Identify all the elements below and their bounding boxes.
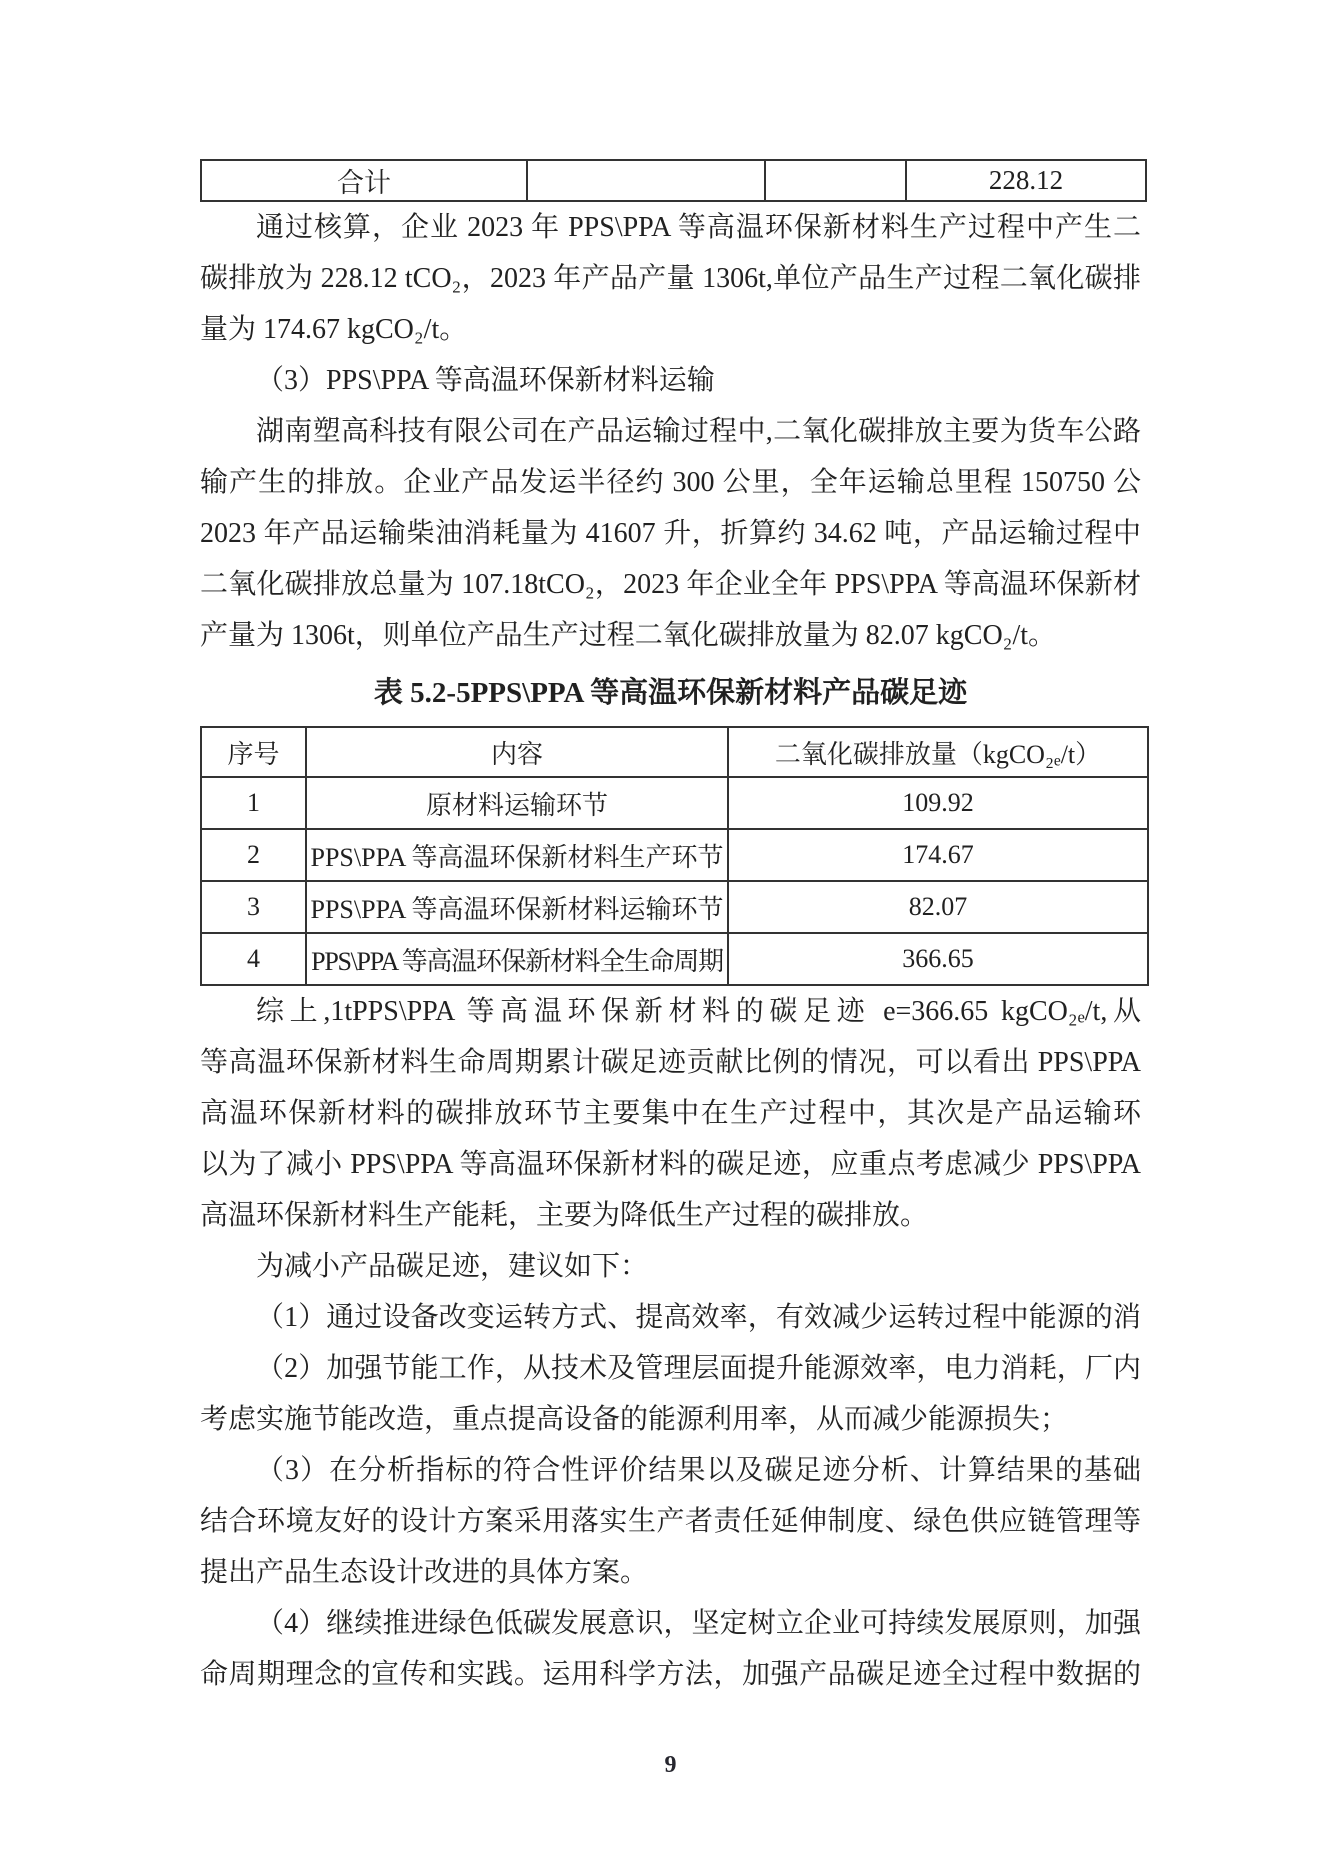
cell-content: PPS\PPA 等高温环保新材料运输环节: [306, 881, 728, 933]
table-caption: 表 5.2-5PPS\PPA 等高温环保新材料产品碳足迹: [373, 677, 968, 709]
text-line: 等高温环保新材料生命周期累计碳足迹贡献比例的情况，可以看出 PPS\PPA: [200, 1047, 1141, 1078]
page-content: [200, 159, 1141, 1700]
heading-transport-section: （3）PPS\PPA 等高温环保新材料运输: [256, 365, 715, 396]
table-row: [201, 881, 1148, 933]
text-line: （4）继续推进绿色低碳发展意识，坚定树立企业可持续发展原则，加强: [256, 1608, 1141, 1639]
table-row: [201, 933, 1148, 985]
paragraph-conclusion: [200, 986, 1141, 1241]
summary-table-fragment: [200, 159, 1147, 202]
cell-value: 109.92: [728, 777, 1148, 829]
cell-value: 174.67: [728, 829, 1148, 881]
text-line: 碳排放为 228.12 tCO₂，2023 年产品产量 1306t,单位产品生产过程二氧化碳排: [200, 263, 1141, 294]
text-line: 产量为 1306t，则单位产品生产过程二氧化碳排放量为 82.07 kgCO₂/t。: [200, 620, 1056, 651]
text-line: 高温环保新材料生产能耗，主要为降低生产过程的碳排放。: [200, 1200, 929, 1231]
cell-value: 82.07: [728, 881, 1148, 933]
cell-content: PPS\PPA 等高温环保新材料生产环节: [306, 829, 728, 881]
text-line: 提出产品生态设计改进的具体方案。: [200, 1557, 649, 1588]
cell-index: 1: [201, 777, 306, 829]
header-content: 内容: [306, 727, 728, 777]
text-line: （2）加强节能工作，从技术及管理层面提升能源效率，电力消耗，厂内: [256, 1353, 1141, 1384]
text-line: 二氧化碳排放总量为 107.18tCO₂，2023 年企业全年 PPS\PPA 等高温环保新材: [200, 569, 1141, 600]
header-index: 序号: [201, 727, 306, 777]
cell-index: 4: [201, 933, 306, 985]
text-line: 考虑实施节能改造，重点提高设备的能源利用率，从而减少能源损失；: [200, 1404, 1069, 1435]
page-number: 9: [664, 1752, 677, 1778]
text-line: 湖南塑高科技有限公司在产品运输过程中,二氧化碳排放主要为货车公路: [256, 416, 1141, 447]
text-line: 通过核算，企业 2023 年 PPS\PPA 等高温环保新材料生产过程中产生二: [256, 212, 1141, 243]
summary-total-value-cell: 228.12: [906, 160, 1146, 201]
table-row: [201, 777, 1148, 829]
summary-empty-cell-1: [527, 160, 765, 201]
summary-empty-cell-2: [765, 160, 906, 201]
paragraph-production-emissions: [200, 202, 1141, 355]
table-header-row: [201, 727, 1148, 777]
suggestion-item-3: [200, 1445, 1141, 1598]
cell-index: 3: [201, 881, 306, 933]
cell-content: PPS\PPA 等高温环保新材料全生命周期: [306, 933, 728, 985]
text-line: 以为了减小 PPS\PPA 等高温环保新材料的碳足迹，应重点考虑减少 PPS\PPA: [200, 1149, 1141, 1180]
text-line: 高温环保新材料的碳排放环节主要集中在生产过程中，其次是产品运输环: [200, 1098, 1141, 1129]
carbon-footprint-table: [200, 726, 1149, 986]
header-emission: 二氧化碳排放量（kgCO₂ₑ/t）: [728, 727, 1148, 777]
summary-total-label-cell: 合计: [201, 160, 527, 201]
text-line: 2023 年产品运输柴油消耗量为 41607 升，折算约 34.62 吨，产品运输过程中: [200, 518, 1141, 549]
cell-value: 366.65: [728, 933, 1148, 985]
cell-content: 原材料运输环节: [306, 777, 728, 829]
table-row: [201, 829, 1148, 881]
text-line: 输产生的排放。企业产品发运半径约 300 公里，全年运输总里程 150750 公: [200, 467, 1141, 498]
paragraph-transport-emissions: [200, 406, 1141, 661]
suggestion-item-2: [200, 1343, 1141, 1445]
text-line: 命周期理念的宣传和实践。运用科学方法，加强产品碳足迹全过程中数据的: [200, 1659, 1141, 1690]
text-line: 综上,1tPPS\PPA 等高温环保新材料的碳足迹 e=366.65 kgCO₂ₑ/t,从: [256, 996, 1141, 1027]
text-line: 结合环境友好的设计方案采用落实生产者责任延伸制度、绿色供应链管理等: [200, 1506, 1141, 1537]
table-row: [201, 160, 1146, 201]
cell-index: 2: [201, 829, 306, 881]
suggestion-item-1: （1）通过设备改变运转方式、提高效率，有效减少运转过程中能源的消: [256, 1302, 1141, 1333]
paragraph-suggestion-intro: 为减小产品碳足迹，建议如下：: [256, 1251, 649, 1282]
suggestion-item-4: [200, 1598, 1141, 1700]
text-line: （3）在分析指标的符合性评价结果以及碳足迹分析、计算结果的基础: [256, 1455, 1141, 1486]
text-line: 量为 174.67 kgCO₂/t。: [200, 314, 468, 345]
